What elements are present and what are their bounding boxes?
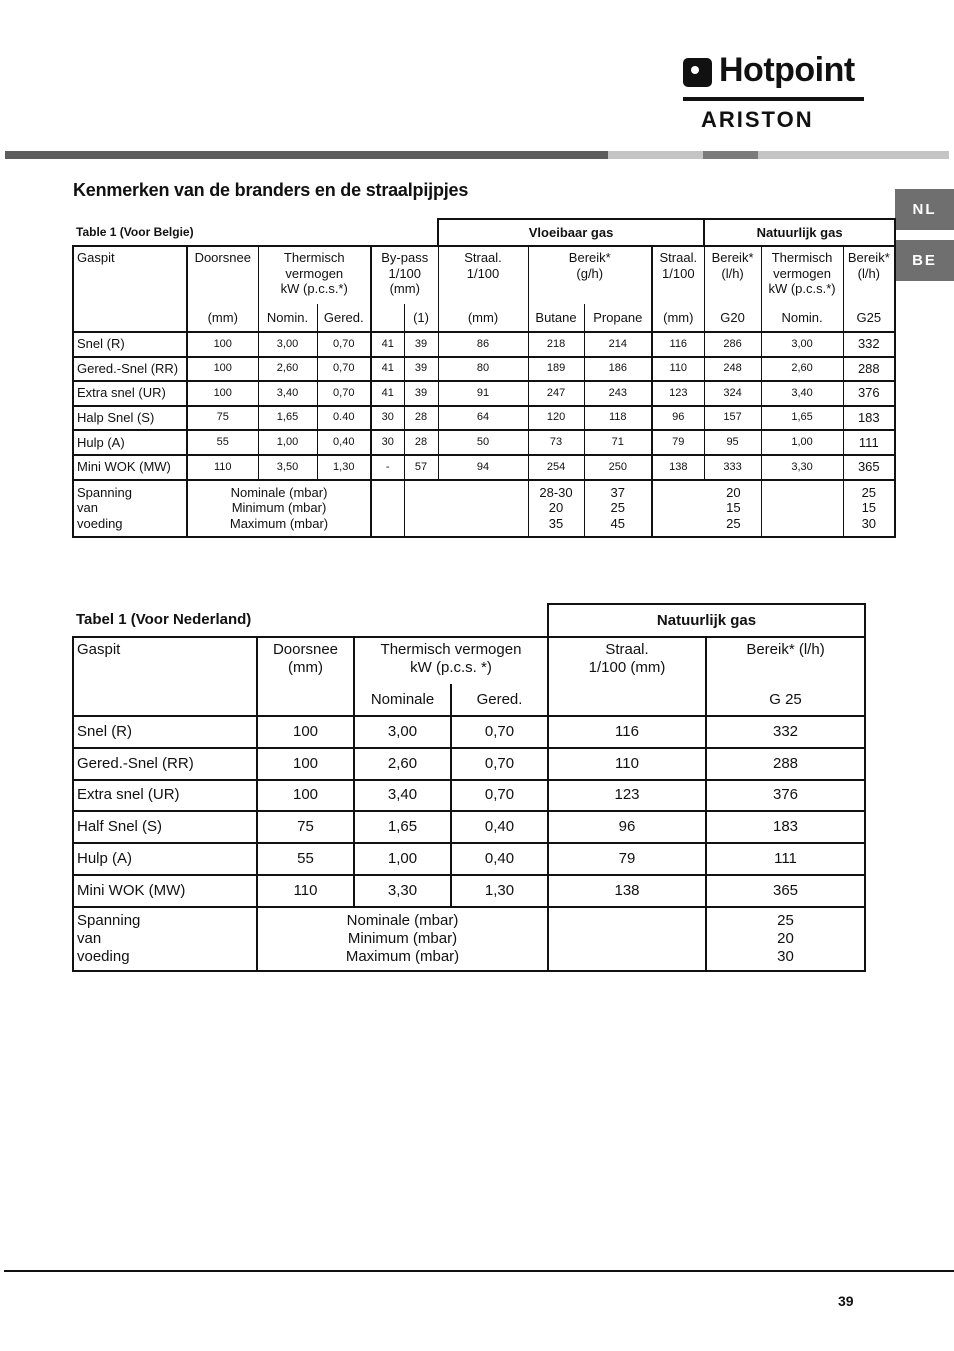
burner-name: Snel (R) — [73, 716, 257, 748]
value-cell: 0,40 — [317, 430, 371, 455]
supply-blank — [371, 480, 404, 537]
value-cell: 71 — [584, 430, 652, 455]
head-gaspit: Gaspit — [73, 246, 187, 332]
value-cell: 183 — [843, 406, 895, 431]
page-number: 39 — [838, 1293, 854, 1309]
sub-nominale: Nominale — [354, 684, 451, 716]
page-title: Kenmerken van de branders en de straalpijpjes — [73, 180, 469, 200]
supply-g20: 20 15 25 — [652, 480, 761, 537]
value-cell: 183 — [706, 811, 865, 843]
value-cell: 79 — [652, 430, 704, 455]
value-cell: 110 — [187, 455, 258, 480]
value-cell: 254 — [528, 455, 584, 480]
value-cell: 73 — [528, 430, 584, 455]
value-cell: 0.40 — [317, 406, 371, 431]
supply-g25: 25 15 30 — [843, 480, 895, 537]
group-liquid-gas: Vloeibaar gas — [438, 219, 704, 246]
head-bereik-lpg: Bereik* (g/h) — [528, 246, 652, 304]
value-cell: 324 — [704, 381, 761, 406]
value-cell: 111 — [843, 430, 895, 455]
value-cell: 2,60 — [761, 357, 843, 382]
value-cell: 100 — [257, 716, 354, 748]
group-natural-gas: Natuurlijk gas — [704, 219, 895, 246]
value-cell: 332 — [843, 332, 895, 357]
sub-nomin: Nomin. — [258, 304, 317, 332]
value-cell: 376 — [706, 780, 865, 812]
head-doorsnee: Doorsnee (mm) — [257, 637, 354, 716]
value-cell: 0,70 — [451, 748, 548, 780]
burner-name: Mini WOK (MW) — [73, 875, 257, 907]
value-cell: 94 — [438, 455, 528, 480]
supply-row — [73, 907, 865, 971]
value-cell: 2,60 — [354, 748, 451, 780]
value-cell: 100 — [187, 381, 258, 406]
value-cell: 91 — [438, 381, 528, 406]
value-cell: 247 — [528, 381, 584, 406]
value-cell: 123 — [548, 780, 706, 812]
supply-blank — [404, 480, 528, 537]
value-cell: 116 — [652, 332, 704, 357]
head-bereik-g20: Bereik* (l/h) — [704, 246, 761, 304]
supply-row — [73, 480, 895, 537]
burner-name: Mini WOK (MW) — [73, 455, 187, 480]
burner-name: Gered.-Snel (RR) — [73, 357, 187, 382]
head-bereik-g25: Bereik* (l/h) — [843, 246, 895, 304]
header-bar-dark — [5, 151, 608, 159]
head-straal: Straal. 1/100 — [438, 246, 528, 304]
value-cell: 0,70 — [317, 381, 371, 406]
head-straal-ng: Straal. 1/100 — [652, 246, 704, 304]
burner-name: Snel (R) — [73, 332, 187, 357]
value-cell: 0,40 — [451, 811, 548, 843]
value-cell: 248 — [704, 357, 761, 382]
value-cell: 3,00 — [761, 332, 843, 357]
burner-name: Hulp (A) — [73, 430, 187, 455]
value-cell: 118 — [584, 406, 652, 431]
value-cell: 0,70 — [317, 332, 371, 357]
value-cell: 80 — [438, 357, 528, 382]
value-cell: 55 — [187, 430, 258, 455]
lang-tab-nl[interactable]: NL — [895, 189, 954, 230]
sub-gered: Gered. — [317, 304, 371, 332]
table-title: Table 1 (Voor Belgie) — [73, 219, 438, 246]
value-cell: 0,70 — [451, 716, 548, 748]
value-cell: 365 — [706, 875, 865, 907]
value-cell: 75 — [257, 811, 354, 843]
value-cell: 95 — [704, 430, 761, 455]
value-cell: 3,50 — [258, 455, 317, 480]
value-cell: 332 — [706, 716, 865, 748]
value-cell: 1,00 — [761, 430, 843, 455]
value-cell: 111 — [706, 843, 865, 875]
sub-bypass-blank — [371, 304, 404, 332]
value-cell: 3,40 — [258, 381, 317, 406]
value-cell: 218 — [528, 332, 584, 357]
supply-desc: Nominale (mbar) Minimum (mbar) Maximum (mbar) — [257, 907, 548, 971]
value-cell: 1,65 — [354, 811, 451, 843]
table-netherlands — [72, 603, 866, 972]
value-cell: 41 — [371, 332, 404, 357]
header-bar-mid — [703, 151, 758, 159]
value-cell: 243 — [584, 381, 652, 406]
sub-bypass-1: (1) — [404, 304, 438, 332]
value-cell: 39 — [404, 381, 438, 406]
value-cell: 100 — [187, 332, 258, 357]
burner-row — [73, 843, 865, 875]
value-cell: 333 — [704, 455, 761, 480]
value-cell: 214 — [584, 332, 652, 357]
value-cell: 41 — [371, 357, 404, 382]
value-cell: 2,60 — [258, 357, 317, 382]
burner-row — [73, 406, 895, 431]
value-cell: 288 — [843, 357, 895, 382]
value-cell: 250 — [584, 455, 652, 480]
value-cell: 79 — [548, 843, 706, 875]
sub-propane: Propane — [584, 304, 652, 332]
value-cell: 86 — [438, 332, 528, 357]
title-row — [73, 219, 895, 246]
burner-name: Extra snel (UR) — [73, 381, 187, 406]
head-straal: Straal. 1/100 (mm) — [548, 637, 706, 716]
value-cell: 288 — [706, 748, 865, 780]
value-cell: 30 — [371, 406, 404, 431]
sub-straal-ng-mm: (mm) — [652, 304, 704, 332]
value-cell: 96 — [548, 811, 706, 843]
supply-label: Spanning van voeding — [73, 480, 187, 537]
value-cell: 365 — [843, 455, 895, 480]
value-cell: 57 — [404, 455, 438, 480]
brand-logo — [683, 51, 864, 132]
burner-name: Hulp (A) — [73, 843, 257, 875]
value-cell: 100 — [257, 748, 354, 780]
value-cell: 3,40 — [761, 381, 843, 406]
value-cell: 39 — [404, 357, 438, 382]
value-cell: 189 — [528, 357, 584, 382]
table-belgium — [72, 218, 896, 538]
footer-rule — [4, 1270, 954, 1272]
head-doorsnee: Doorsnee — [187, 246, 258, 304]
value-cell: 3,00 — [258, 332, 317, 357]
value-cell: 75 — [187, 406, 258, 431]
value-cell: 3,30 — [354, 875, 451, 907]
value-cell: 1,65 — [258, 406, 317, 431]
value-cell: 116 — [548, 716, 706, 748]
value-cell: 286 — [704, 332, 761, 357]
burner-name: Gered.-Snel (RR) — [73, 748, 257, 780]
header-bar-light-end — [758, 151, 949, 159]
sub-butane: Butane — [528, 304, 584, 332]
burner-row — [73, 748, 865, 780]
table-title: Tabel 1 (Voor Nederland) — [73, 604, 548, 637]
value-cell: 28 — [404, 430, 438, 455]
supply-blank — [761, 480, 843, 537]
brand-name: Hotpoint — [719, 51, 855, 89]
value-cell: 123 — [652, 381, 704, 406]
burner-row — [73, 455, 895, 480]
head-thermisch: Thermisch vermogen kW (p.c.s. *) — [354, 637, 548, 684]
subheader-row — [73, 304, 895, 332]
value-cell: 3,40 — [354, 780, 451, 812]
value-cell: 50 — [438, 430, 528, 455]
sub-gered: Gered. — [451, 684, 548, 716]
sub-g25: G 25 — [706, 684, 865, 716]
burner-row — [73, 875, 865, 907]
brand-sub: ARISTON — [701, 107, 814, 132]
value-cell: 376 — [843, 381, 895, 406]
head-thermisch-ng: Thermisch vermogen kW (p.c.s.*) — [761, 246, 843, 304]
burner-row — [73, 430, 895, 455]
value-cell: 120 — [528, 406, 584, 431]
sub-g25: G25 — [843, 304, 895, 332]
value-cell: 0,70 — [317, 357, 371, 382]
value-cell: - — [371, 455, 404, 480]
burner-name: Extra snel (UR) — [73, 780, 257, 812]
value-cell: 1,00 — [258, 430, 317, 455]
title-row — [73, 604, 865, 637]
value-cell: 138 — [548, 875, 706, 907]
supply-label: Spanning van voeding — [73, 907, 257, 971]
sub-doorsnee: (mm) — [187, 304, 258, 332]
value-cell: 30 — [371, 430, 404, 455]
sub-straal-mm: (mm) — [438, 304, 528, 332]
supply-g25: 25 20 30 — [706, 907, 865, 971]
value-cell: 1,00 — [354, 843, 451, 875]
header-bar-light — [608, 151, 703, 159]
burner-row — [73, 716, 865, 748]
value-cell: 3,30 — [761, 455, 843, 480]
value-cell: 110 — [257, 875, 354, 907]
value-cell: 186 — [584, 357, 652, 382]
head-bereik: Bereik* (l/h) — [706, 637, 865, 684]
burner-row — [73, 332, 895, 357]
head-thermisch: Thermisch vermogen kW (p.c.s.*) — [258, 246, 371, 304]
sub-g20: G20 — [704, 304, 761, 332]
value-cell: 0,40 — [451, 843, 548, 875]
burner-row — [73, 780, 865, 812]
header-row — [73, 246, 895, 304]
supply-desc: Nominale (mbar) Minimum (mbar) Maximum (mbar) — [187, 480, 371, 537]
burner-name: Half Snel (S) — [73, 811, 257, 843]
value-cell: 0,70 — [451, 780, 548, 812]
burner-row — [73, 381, 895, 406]
sub-nomin-ng: Nomin. — [761, 304, 843, 332]
value-cell: 157 — [704, 406, 761, 431]
lang-tab-be[interactable]: BE — [895, 240, 954, 281]
value-cell: 3,00 — [354, 716, 451, 748]
supply-butane: 28-30 20 35 — [528, 480, 584, 537]
hotpoint-logo-mark — [683, 58, 712, 87]
value-cell: 55 — [257, 843, 354, 875]
head-gaspit: Gaspit — [73, 637, 257, 716]
burner-row — [73, 811, 865, 843]
logo-rule — [683, 97, 864, 101]
burner-name: Halp Snel (S) — [73, 406, 187, 431]
value-cell: 41 — [371, 381, 404, 406]
value-cell: 1,30 — [451, 875, 548, 907]
value-cell: 1,30 — [317, 455, 371, 480]
value-cell: 100 — [187, 357, 258, 382]
burner-row — [73, 357, 895, 382]
value-cell: 39 — [404, 332, 438, 357]
value-cell: 96 — [652, 406, 704, 431]
header-row — [73, 637, 865, 684]
value-cell: 28 — [404, 406, 438, 431]
value-cell: 64 — [438, 406, 528, 431]
head-bypass: By-pass 1/100 (mm) — [371, 246, 438, 304]
value-cell: 1,65 — [761, 406, 843, 431]
group-natural-gas: Natuurlijk gas — [548, 604, 865, 637]
value-cell: 110 — [652, 357, 704, 382]
value-cell: 100 — [257, 780, 354, 812]
supply-propane: 37 25 45 — [584, 480, 652, 537]
supply-blank — [548, 907, 706, 971]
value-cell: 138 — [652, 455, 704, 480]
value-cell: 110 — [548, 748, 706, 780]
